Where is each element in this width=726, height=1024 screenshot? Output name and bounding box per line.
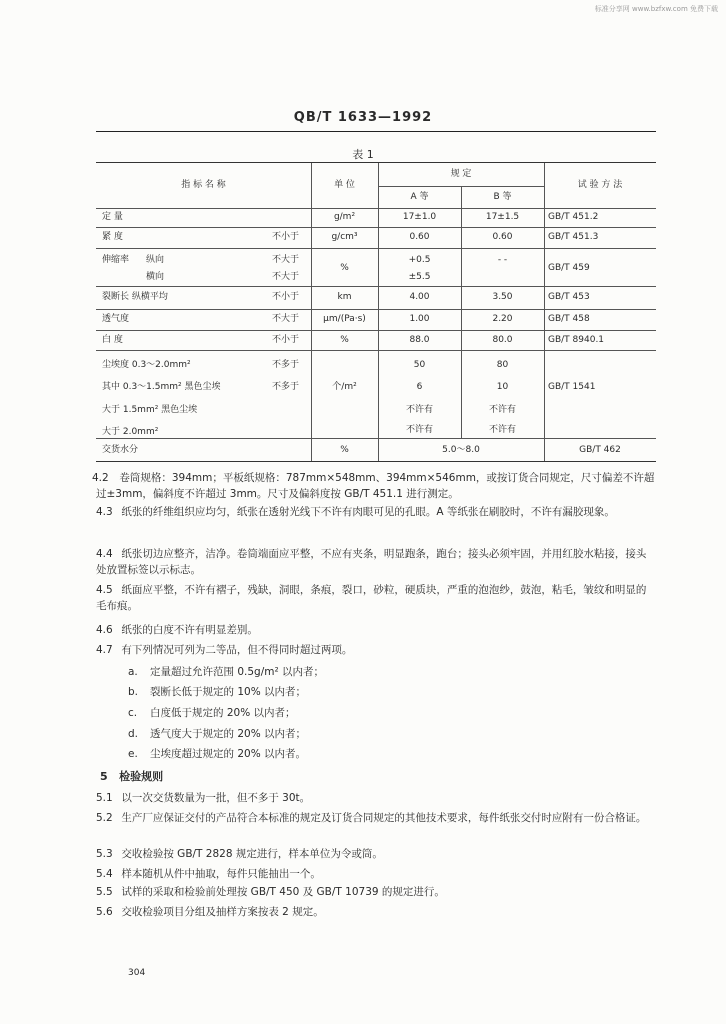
para-text: 交收检验项目分组及抽样方案按表 2 规定。 — [121, 906, 324, 918]
para-num: 4.5 — [96, 584, 113, 596]
row-name: 其中 0.3～1.5mm² 黑色尘埃 — [102, 382, 221, 392]
table-line — [96, 248, 656, 249]
para-num: 4.4 — [96, 548, 113, 560]
para-4-7 — [96, 642, 656, 658]
row-b: 2.20 — [492, 314, 513, 324]
para-4-5 — [96, 582, 656, 614]
table-line — [96, 438, 656, 439]
row-method: GB/T 1541 — [548, 382, 596, 392]
row-b: 80 — [496, 360, 509, 370]
row-name: 透气度 — [102, 314, 130, 324]
para-5-3 — [96, 846, 656, 862]
row-a: 0.60 — [409, 232, 430, 242]
row-method: GB/T 451.3 — [548, 232, 599, 242]
row-b: 0.60 — [492, 232, 513, 242]
header-grade-b: B 等 — [493, 192, 512, 202]
row-name: 定 量 — [102, 212, 123, 222]
row-a: 4.00 — [409, 292, 430, 302]
row-name: 大于 2.0mm² — [102, 427, 159, 437]
para-text: 卷筒规格：394mm；平板纸规格：787mm×548mm、394mm×546mm，或按订货合同规定，尺寸偏差不许超过±3mm，偏斜度不许超过 3mm。尺寸及偏斜度按 GB/T 451.1 进行测定。 — [96, 472, 655, 500]
row-unit: % — [340, 335, 349, 345]
row-method: GB/T 451.2 — [548, 212, 599, 222]
table-line — [96, 208, 656, 209]
row-b: 不许有 — [488, 425, 516, 435]
para-text: 生产厂应保证交付的产品符合本标准的规定及订货合同规定的其他技术要求，每件纸张交付时应附有一份合格证。 — [121, 812, 647, 824]
para-num: 5.6 — [96, 906, 113, 918]
table-line — [96, 350, 656, 351]
para-num: 5.3 — [96, 848, 113, 860]
para-4-3 — [96, 504, 656, 520]
row-a: 6 — [416, 382, 423, 392]
table-line — [378, 163, 379, 461]
para-text: 纸张的白度不许有明显差别。 — [121, 624, 258, 636]
section-num: 5 — [100, 770, 108, 783]
para-text: 样本随机从件中抽取，每件只能抽出一个。 — [121, 868, 321, 880]
header-unit: 单 位 — [334, 180, 355, 190]
row-cond: 不大于 — [272, 272, 300, 282]
list-item — [128, 726, 306, 742]
header-index: 指 标 名 称 — [181, 180, 226, 190]
list-item — [128, 705, 296, 721]
para-text: 纸张切边应整齐，洁净。卷筒端面应平整，不应有夹条，明显跑条，跑台；接头必须牢固，并用红胶水粘接，接头处放置标签以示标志。 — [96, 548, 647, 576]
section-heading — [100, 768, 163, 784]
standard-code: QB/T 1633—1992 — [293, 110, 433, 125]
row-a: 88.0 — [409, 335, 430, 345]
row-sub: 横向 — [146, 272, 165, 282]
para-5-6 — [96, 904, 656, 920]
item-text: 白度低于规定的 20% 以内者； — [150, 707, 296, 719]
para-num: 4.7 — [96, 644, 113, 656]
row-cond: 不多于 — [272, 382, 300, 392]
row-unit: 个/m² — [332, 382, 357, 392]
row-name: 裂断长 纵横平均 — [102, 292, 168, 302]
row-method: GB/T 8940.1 — [548, 335, 605, 345]
list-item — [128, 746, 306, 762]
para-text: 以一次交货数量为一批，但不多于 30t。 — [121, 792, 311, 804]
header-spec: 规 定 — [450, 169, 472, 179]
row-cond: 不多于 — [272, 360, 300, 370]
para-text: 纸面应平整，不许有褶子，残缺，洞眼，条痕，裂口，砂粒，硬质块，严重的泡泡纱，鼓泡，粘毛，皱纹和明显的毛布痕。 — [96, 584, 647, 612]
row-b: 3.50 — [492, 292, 513, 302]
table-line — [461, 186, 462, 438]
para-4-2 — [92, 470, 656, 502]
item-text: 透气度大于规定的 20% 以内者； — [150, 728, 307, 740]
header-grade-a: A 等 — [410, 192, 429, 202]
row-unit: g/m² — [333, 212, 356, 222]
row-cond: 不小于 — [272, 232, 300, 242]
row-method: GB/T 462 — [579, 445, 621, 455]
row-a: 不许有 — [405, 425, 433, 435]
para-text: 有下列情况可列为二等品，但不得同时超过两项。 — [121, 644, 353, 656]
para-num: 5.4 — [96, 868, 113, 880]
item-text: 裂断长低于规定的 10% 以内者； — [150, 686, 307, 698]
row-cond: 不大于 — [272, 255, 300, 265]
item-mark: b. — [128, 686, 139, 698]
para-text: 交收检验按 GB/T 2828 规定进行，样本单位为令或筒。 — [121, 848, 383, 860]
row-name: 大于 1.5mm² 黑色尘埃 — [102, 405, 198, 415]
page-number: 304 — [128, 968, 146, 978]
table-line — [96, 286, 656, 287]
para-4-4 — [96, 546, 656, 578]
row-b: 不许有 — [488, 405, 516, 415]
section-title: 检验规则 — [119, 770, 164, 783]
item-mark: d. — [128, 728, 139, 740]
row-unit: % — [340, 263, 349, 273]
list-item — [128, 684, 306, 700]
row-a: 50 — [413, 360, 426, 370]
list-item — [128, 664, 324, 680]
item-mark: a. — [128, 666, 138, 678]
watermark: 标准分享网 www.bzfxw.com 免费下载 — [594, 5, 718, 13]
para-num: 5.2 — [96, 812, 113, 824]
row-cond: 不大于 — [272, 314, 300, 324]
para-num: 4.3 — [96, 506, 113, 518]
table-line — [96, 330, 656, 331]
table-bottom-rule — [96, 461, 656, 462]
row-ab: 5.0～8.0 — [442, 445, 480, 455]
item-text: 定量超过允许范围 0.5g/m² 以内者； — [150, 666, 325, 678]
row-unit: μm/(Pa·s) — [323, 314, 366, 324]
row-cond: 不小于 — [272, 335, 300, 345]
row-name: 尘埃度 0.3～2.0mm² — [102, 360, 191, 370]
row-cond: 不小于 — [272, 292, 300, 302]
row-unit: g/cm³ — [331, 232, 358, 242]
para-5-4 — [96, 866, 656, 882]
para-num: 4.2 — [92, 472, 109, 484]
row-sub: 纵向 — [146, 255, 165, 265]
row-name: 紧 度 — [102, 232, 123, 242]
table-line — [96, 227, 656, 228]
para-text: 试样的采取和检验前处理按 GB/T 450 及 GB/T 10739 的规定进行。 — [121, 886, 445, 898]
row-a: ±5.5 — [408, 272, 431, 282]
table-line — [544, 163, 545, 461]
header-rule — [96, 131, 656, 132]
row-unit: km — [337, 292, 352, 302]
row-b: - - — [497, 255, 508, 265]
spec-table — [96, 163, 656, 463]
row-a: 1.00 — [409, 314, 430, 324]
row-name: 白 度 — [102, 335, 123, 345]
row-name: 伸缩率 — [102, 255, 130, 265]
para-num: 5.5 — [96, 886, 113, 898]
item-text: 尘埃度超过规定的 20% 以内者。 — [150, 748, 307, 760]
row-method: GB/T 458 — [548, 314, 590, 324]
row-b: 10 — [496, 382, 509, 392]
para-text: 纸张的纤维组织应均匀，纸张在透射光线下不许有肉眼可见的孔眼。A 等纸张在刷胶时，不许有漏胶现象。 — [121, 506, 615, 518]
item-mark: e. — [128, 748, 138, 760]
row-a: 17±1.0 — [402, 212, 437, 222]
table-title: 表 1 — [352, 148, 374, 161]
table-line — [96, 309, 656, 310]
header-method: 试 验 方 法 — [577, 180, 623, 190]
para-5-1 — [96, 790, 656, 806]
row-method: GB/T 459 — [548, 263, 590, 273]
para-5-5 — [96, 884, 656, 900]
para-num: 4.6 — [96, 624, 113, 636]
row-b: 17±1.5 — [485, 212, 520, 222]
item-mark: c. — [128, 707, 138, 719]
para-num: 5.1 — [96, 792, 113, 804]
row-name: 交货水分 — [102, 445, 139, 455]
row-b: 80.0 — [492, 335, 513, 345]
row-a: 不许有 — [405, 405, 433, 415]
para-4-6 — [96, 622, 656, 638]
row-unit: % — [340, 445, 349, 455]
table-line — [311, 163, 312, 461]
para-5-2 — [96, 810, 656, 826]
row-a: +0.5 — [408, 255, 431, 265]
row-method: GB/T 453 — [548, 292, 590, 302]
